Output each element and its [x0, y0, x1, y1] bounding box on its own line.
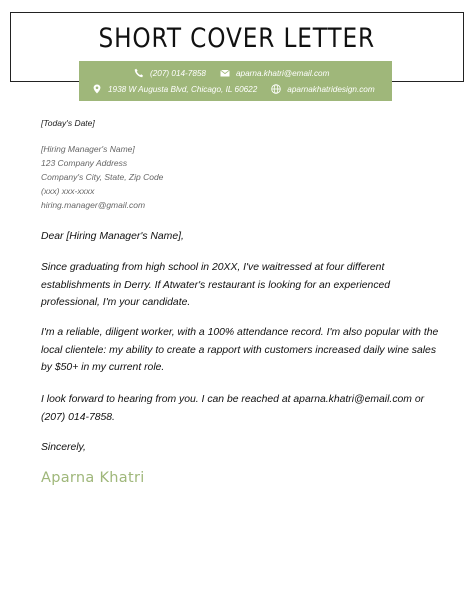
- recipient-address: 123 Company Address: [41, 158, 128, 168]
- phone-icon: [134, 68, 144, 78]
- contact-phone: [134, 68, 206, 78]
- paragraph: I look forward to hearing from you. I can be reached at aparna.khatri@email.com or (207) 014-7858.: [41, 394, 425, 423]
- contact-website[interactable]: [271, 84, 374, 94]
- globe-icon: [271, 84, 281, 94]
- closing: Sincerely,: [41, 442, 86, 453]
- email-icon: [220, 68, 230, 78]
- recipient-block: [41, 142, 163, 212]
- salutation: Dear [Hiring Manager's Name],: [41, 231, 184, 242]
- contact-band: [79, 61, 392, 101]
- recipient-name: [Hiring Manager's Name]: [41, 144, 135, 154]
- recipient-city-state-zip: Company's City, State, Zip Code: [41, 172, 164, 182]
- contact-email-text: aparna.khatri@email.com: [236, 68, 330, 78]
- contact-row-top: [134, 68, 329, 78]
- contact-email[interactable]: [220, 68, 329, 78]
- paragraph: Since graduating from high school in 20XX, I've waitressed at four different establishments in Derry. If Atwater's restaurant is looking for an experienced professional, I'm your candidate.: [41, 262, 391, 308]
- page-title: SHORT COVER LETTER: [98, 23, 376, 54]
- recipient-phone: (xxx) xxx-xxxx: [41, 186, 95, 196]
- contact-address-text: 1938 W Augusta Blvd, Chicago, IL 60622: [108, 84, 258, 94]
- contact-address: [92, 84, 257, 94]
- recipient-email: hiring.manager@gmail.com: [41, 200, 146, 210]
- letter-date: [Today's Date]: [41, 118, 95, 128]
- paragraph: I'm a reliable, diligent worker, with a 100% attendance record. I'm also popular with the local clientele: my ability to create a rapport with customers increased daily wine sales by $50+ in my current role.: [41, 327, 439, 373]
- signature: Aparna Khatri: [41, 470, 145, 486]
- location-icon: [92, 84, 102, 94]
- contact-phone-text: (207) 014-7858: [150, 68, 206, 78]
- contact-row-bottom: [92, 84, 375, 94]
- contact-website-text: aparnakhatridesign.com: [287, 84, 375, 94]
